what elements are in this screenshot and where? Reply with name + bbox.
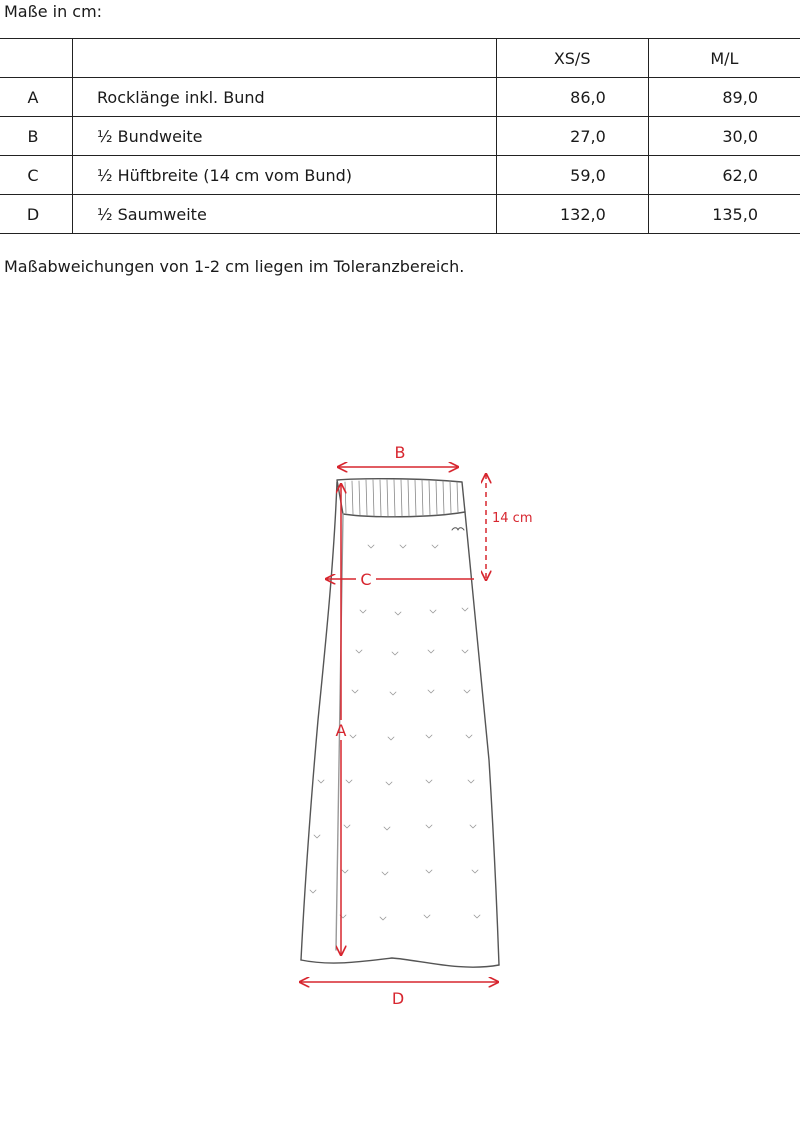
row-label: ½ Hüftbreite (14 cm vom Bund) <box>73 156 497 195</box>
row-label: Rocklänge inkl. Bund <box>73 78 497 117</box>
row-value-m-l: 62,0 <box>648 156 800 195</box>
row-label: ½ Saumweite <box>73 195 497 234</box>
tolerance-note: Maßabweichungen von 1-2 cm liegen im Toleranzbereich. <box>4 257 465 276</box>
row-value-xs-s: 132,0 <box>496 195 648 234</box>
row-code: B <box>0 117 73 156</box>
measure-14cm-label: 14 cm <box>492 511 533 526</box>
row-value-m-l: 135,0 <box>648 195 800 234</box>
measure-c-label: C <box>360 570 372 589</box>
label-tag-icon <box>452 528 464 530</box>
row-code: A <box>0 78 73 117</box>
row-value-xs-s: 59,0 <box>496 156 648 195</box>
measure-d-label: D <box>391 989 405 1008</box>
measure-b-label: B <box>394 443 406 462</box>
row-code: D <box>0 195 73 234</box>
row-value-m-l: 30,0 <box>648 117 800 156</box>
row-value-xs-s: 27,0 <box>496 117 648 156</box>
skirt-right-edge <box>465 512 499 965</box>
row-value-xs-s: 86,0 <box>496 78 648 117</box>
row-label: ½ Bundweite <box>73 117 497 156</box>
skirt-left-edge <box>301 482 337 960</box>
measurements-heading: Maße in cm: <box>4 2 103 21</box>
header-size-m-l: M/L <box>648 39 800 78</box>
header-size-xs-s: XS/S <box>496 39 648 78</box>
measure-a-label: A <box>335 721 347 740</box>
skirt-hem <box>301 958 499 967</box>
skirt-sketch <box>301 479 499 967</box>
row-value-m-l: 89,0 <box>648 78 800 117</box>
row-code: C <box>0 156 73 195</box>
waistband-ribbing <box>345 480 458 516</box>
